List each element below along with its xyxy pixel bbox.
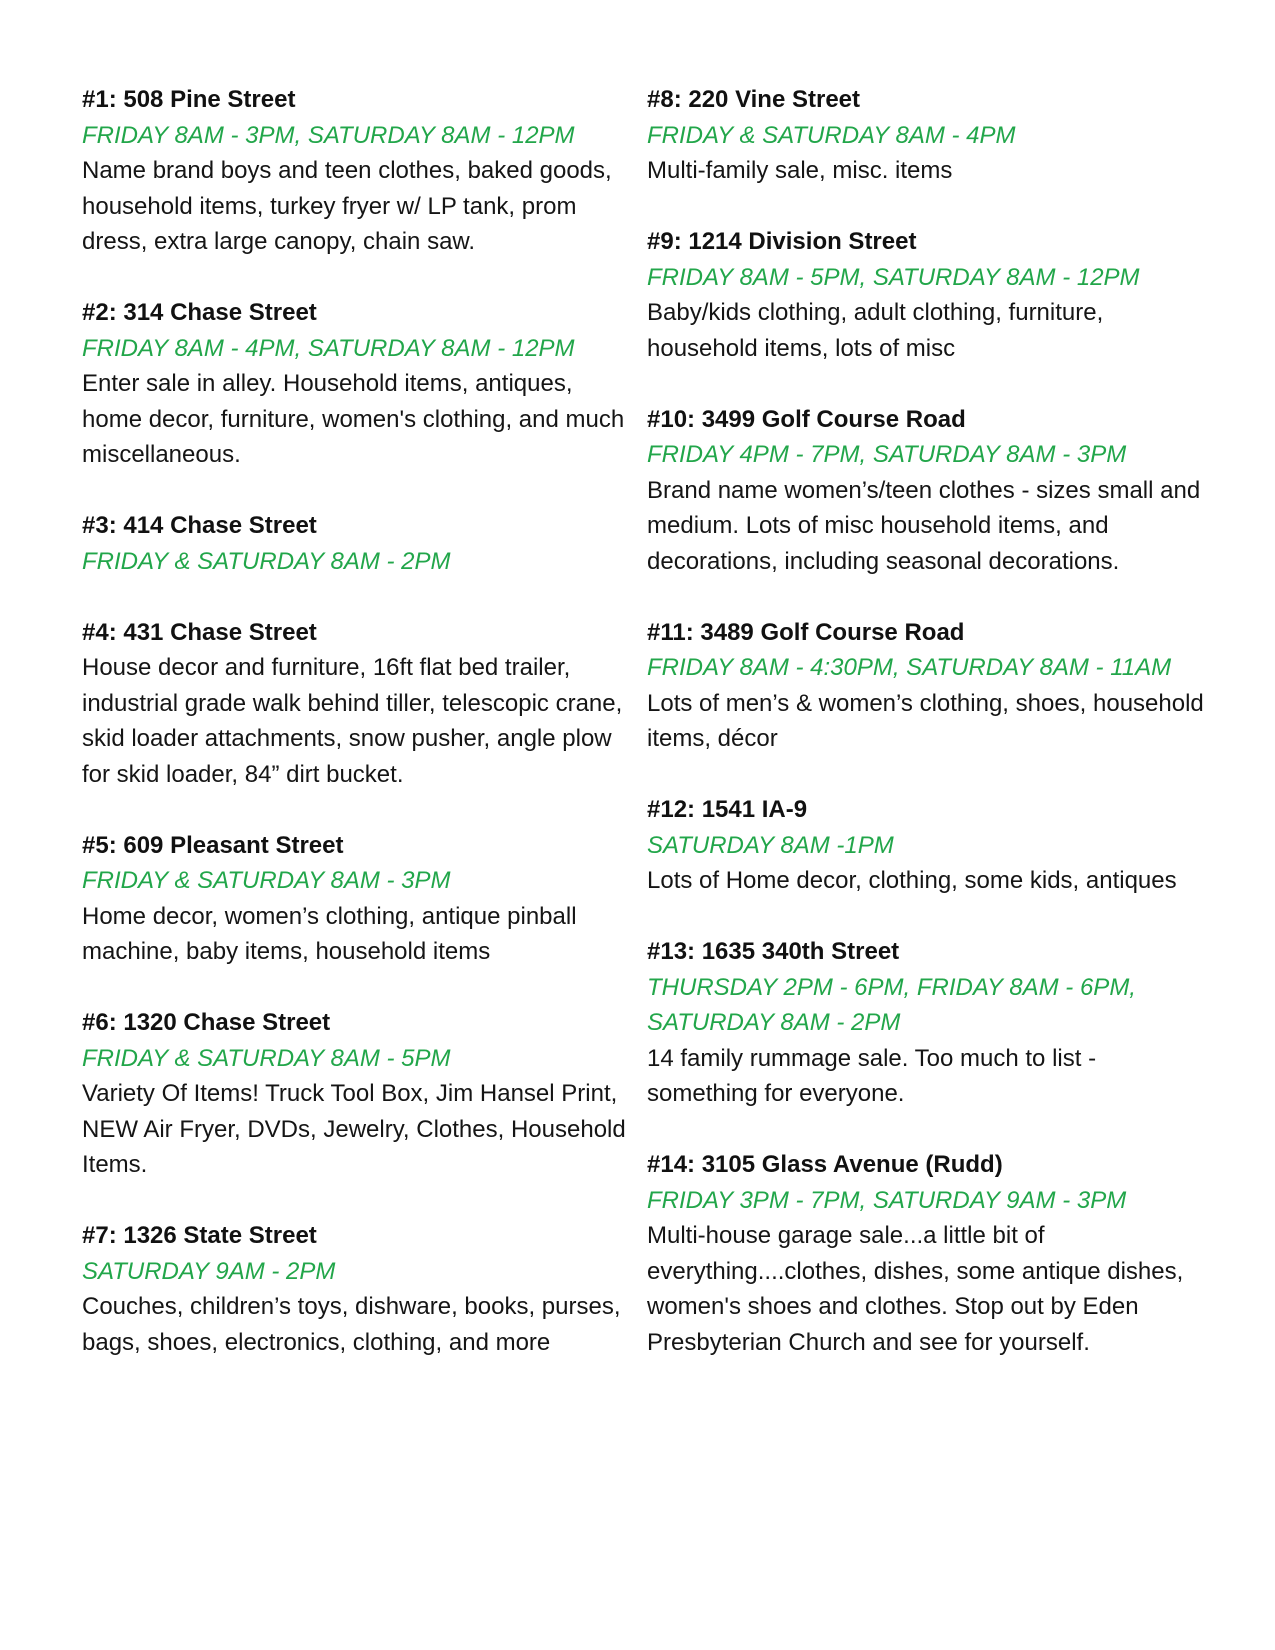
- listing-9: [647, 224, 1207, 366]
- listing-description: Lots of Home decor, clothing, some kids, antiques: [647, 867, 1177, 894]
- listing-address: #12: 1541 IA-9: [647, 796, 808, 823]
- listing-hours: FRIDAY & SATURDAY 8AM - 4PM: [647, 121, 1016, 149]
- listing-14: [647, 1147, 1207, 1360]
- listing-description: Variety Of Items! Truck Tool Box, Jim Hansel Print, NEW Air Fryer, DVDs, Jewelry, Clothes, Household Items.: [82, 1080, 626, 1178]
- listing-address: #14: 3105 Glass Avenue (Rudd): [647, 1151, 1003, 1178]
- listing-address: #11: 3489 Golf Course Road: [647, 618, 965, 646]
- right-column: [647, 82, 1207, 1396]
- listing-address: #3: 414 Chase Street: [82, 512, 317, 539]
- listing-hours: FRIDAY & SATURDAY 8AM - 2PM: [82, 547, 451, 575]
- listing-2: [82, 295, 627, 473]
- listing-description: Baby/kids clothing, adult clothing, furniture, household items, lots of misc: [647, 299, 1104, 362]
- listing-hours: FRIDAY 8AM - 5PM, SATURDAY 8AM - 12PM: [647, 263, 1140, 291]
- listing-hours: SATURDAY 9AM - 2PM: [82, 1257, 336, 1285]
- listing-address: #7: 1326 State Street: [82, 1222, 317, 1249]
- listing-5: [82, 828, 627, 970]
- listing-description: Home decor, women’s clothing, antique pinball machine, baby items, household items: [82, 902, 577, 965]
- listing-4: [82, 615, 627, 793]
- listing-address: #13: 1635 340th Street: [647, 938, 900, 965]
- listing-description: Brand name women’s/teen clothes - sizes small and medium. Lots of misc household items, and decorations, including seasonal decorations.: [647, 476, 1201, 575]
- listing-description: Name brand boys and teen clothes, baked goods, household items, turkey fryer w/ LP tank, prom dress, extra large canopy, chain saw.: [82, 157, 612, 255]
- listing-3: [82, 508, 627, 579]
- listing-description: Lots of men’s & women’s clothing, shoes, household items, décor: [647, 689, 1204, 752]
- listing-12: [647, 792, 1207, 899]
- listing-hours: FRIDAY 3PM - 7PM, SATURDAY 9AM - 3PM: [647, 1186, 1127, 1214]
- listing-address: #4: 431 Chase Street: [82, 618, 317, 646]
- listing-hours: THURSDAY 2PM - 6PM, FRIDAY 8AM - 6PM, SATURDAY 8AM - 2PM: [647, 973, 1136, 1036]
- listing-description: Multi-family sale, misc. items: [647, 157, 953, 184]
- listing-description: Multi-house garage sale...a little bit of everything....clothes, dishes, some antique dishes, women's shoes and clothes. Stop out by Eden Presbyterian Church and see for yourself.: [647, 1222, 1184, 1356]
- listing-7: [82, 1218, 627, 1360]
- listing-description: Enter sale in alley. Household items, antiques, home decor, furniture, women's clothing, and much miscellaneous.: [82, 370, 625, 468]
- listing-hours: FRIDAY & SATURDAY 8AM - 5PM: [82, 1044, 451, 1072]
- listing-description: Couches, children’s toys, dishware, books, purses, bags, shoes, electronics, clothing, and more: [82, 1293, 621, 1356]
- listing-13: [647, 934, 1207, 1112]
- listing-hours: SATURDAY 8AM -1PM: [647, 831, 894, 859]
- listing-hours: FRIDAY 8AM - 4PM, SATURDAY 8AM - 12PM: [82, 334, 575, 362]
- listing-hours: FRIDAY 8AM - 4:30PM, SATURDAY 8AM - 11AM: [647, 654, 1172, 681]
- left-column: [82, 82, 627, 1396]
- listing-1: [82, 82, 627, 260]
- listing-hours: FRIDAY 4PM - 7PM, SATURDAY 8AM - 3PM: [647, 441, 1127, 468]
- listing-10: [647, 402, 1207, 580]
- listing-description: House decor and furniture, 16ft flat bed trailer, industrial grade walk behind tiller, telescopic crane, skid loader attachments, snow pusher, angle plow for skid loader, 84” dirt bucket.: [82, 654, 623, 788]
- listing-address: #8: 220 Vine Street: [647, 86, 861, 113]
- listing-address: #6: 1320 Chase Street: [82, 1009, 331, 1036]
- listing-address: #5: 609 Pleasant Street: [82, 831, 344, 859]
- listing-hours: FRIDAY 8AM - 3PM, SATURDAY 8AM - 12PM: [82, 121, 575, 149]
- listing-address: #2: 314 Chase Street: [82, 299, 317, 326]
- listing-address: #9: 1214 Division Street: [647, 228, 917, 255]
- listing-address: #1: 508 Pine Street: [82, 86, 296, 113]
- listing-hours: FRIDAY & SATURDAY 8AM - 3PM: [82, 867, 451, 894]
- listing-address: #10: 3499 Golf Course Road: [647, 405, 966, 433]
- listing-description: 14 family rummage sale. Too much to list - something for everyone.: [647, 1044, 1097, 1107]
- listing-8: [647, 82, 1207, 189]
- listing-11: [647, 615, 1207, 757]
- listing-6: [82, 1005, 627, 1183]
